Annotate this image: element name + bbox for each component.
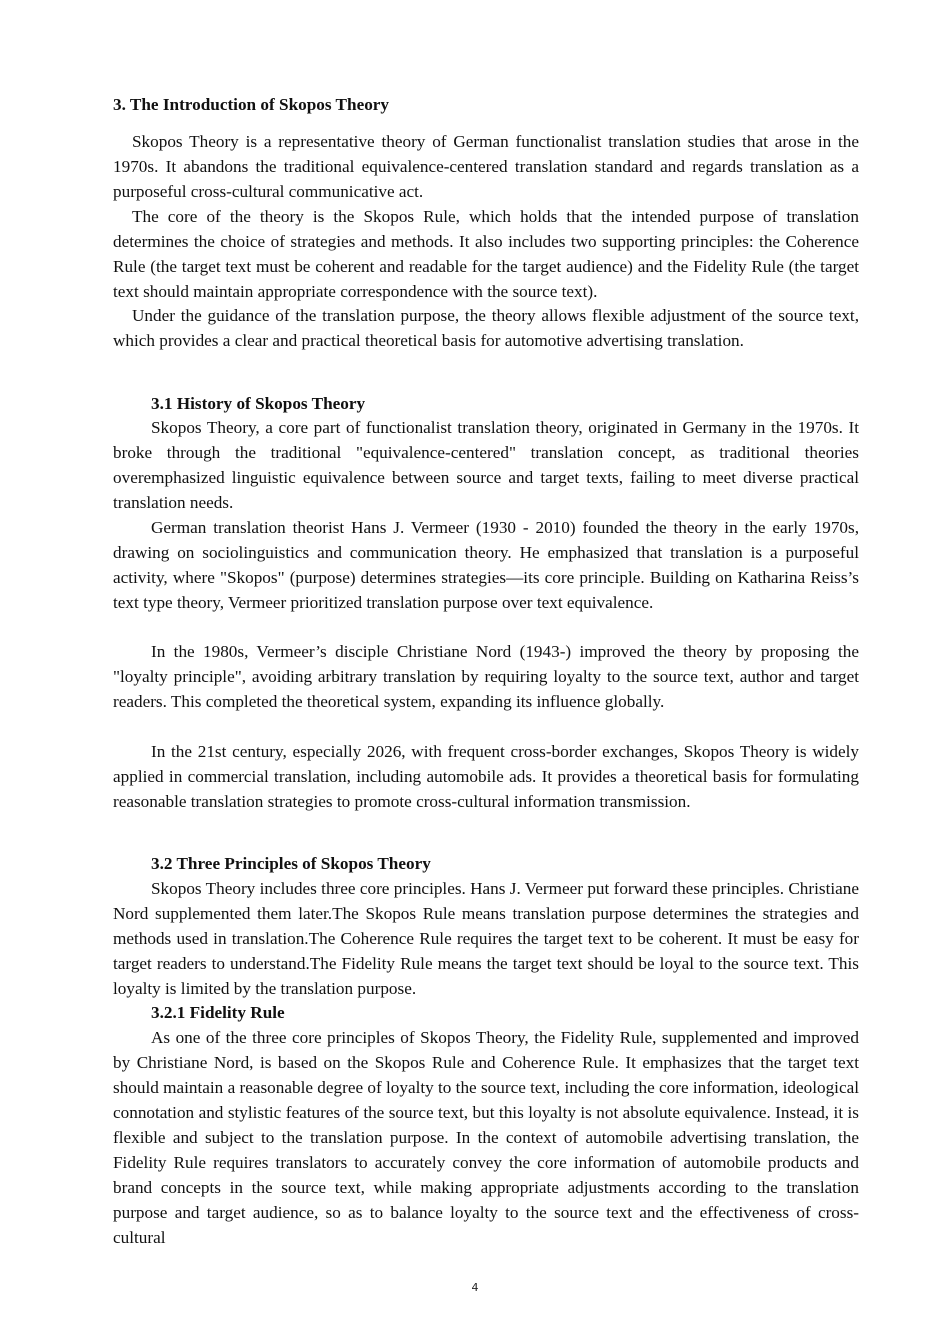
section-3-1-paragraph-1: Skopos Theory, a core part of functionalist translation theory, originated in Germany in the 1970s. It broke through the traditional "equivalence-centered" translation concept, as traditional theories overemphasized linguistic equivalence between source and target texts, failing to meet diverse practical translation needs. [113,418,859,512]
page-number: 4 [471,1281,479,1294]
section-3-heading: 3. The Introduction of Skopos Theory [113,95,390,114]
section-3-paragraph-3: Under the guidance of the translation purpose, the theory allows flexible adjustment of the source text, which provides a clear and practical theoretical basis for automotive advertising translation. [113,306,859,350]
section-3-1-heading: 3.1 History of Skopos Theory [151,394,366,413]
section-3-1-paragraph-2: German translation theorist Hans J. Vermeer (1930 - 2010) founded the theory in the early 1970s, drawing on sociolinguistics and communication theory. He emphasized that translation is a purposeful activity, where "Skopos" (purpose) determines strategies—its core principle. Building on Katharina Reiss’s text type theory, Vermeer prioritized translation purpose over text equivalence. [113,518,859,612]
section-3-paragraph-2: The core of the theory is the Skopos Rule, which holds that the intended purpose of translation determines the choice of strategies and methods. It also includes two supporting principles: the Coherence Rule (the target text must be coherent and readable for the target audience) and the Fidelity Rule (the target text should maintain appropriate correspondence with the source text). [113,207,859,301]
section-3-2-heading: 3.2 Three Principles of Skopos Theory [151,854,431,873]
section-3-2-paragraph-1: Skopos Theory includes three core principles. Hans J. Vermeer put forward these principles. Christiane Nord supplemented them later.The Skopos Rule means translation purpose determines the strategies and methods used in translation.The Coherence Rule requires the target text to be coherent. It must be easy for target readers to understand.The Fidelity Rule means the target text should be loyal to the source text. This loyalty is limited by the translation purpose. [113,879,859,998]
section-3-2-1-paragraph-1: As one of the three core principles of Skopos Theory, the Fidelity Rule, supplemented and improved by Christiane Nord, is based on the Skopos Rule and Coherence Rule. It emphasizes that the target text should maintain a reasonable degree of loyalty to the source text, including the core information, ideological connotation and stylistic features of the source text, but this loyalty is not absolute equivalence. Instead, it is flexible and subject to the translation purpose. In the context of automobile advertising translation, the Fidelity Rule requires translators to accurately convey the core information of automobile products and brand concepts in the source text, while making appropriate adjustments according to the translation purpose and target audience, so as to balance loyalty to the source text and the effectiveness of cross-cultural [113,1028,859,1247]
section-3-1-paragraph-4: In the 21st century, especially 2026, with frequent cross-border exchanges, Skopos Theory is widely applied in commercial translation, including automobile ads. It provides a theoretical basis for formulating reasonable translation strategies to promote cross-cultural information transmission. [113,742,859,811]
section-3-paragraph-1: Skopos Theory is a representative theory of German functionalist translation studies that arose in the 1970s. It abandons the traditional equivalence-centered translation standard and regards translation as a purposeful cross-cultural communicative act. [113,132,859,201]
section-3-2-1-heading: 3.2.1 Fidelity Rule [151,1003,285,1022]
section-3-1-paragraph-3: In the 1980s, Vermeer’s disciple Christiane Nord (1943-) improved the theory by proposing the "loyalty principle", avoiding arbitrary translation by requiring loyalty to the source text, author and target readers. This completed the theoretical system, expanding its influence globally. [113,642,859,711]
